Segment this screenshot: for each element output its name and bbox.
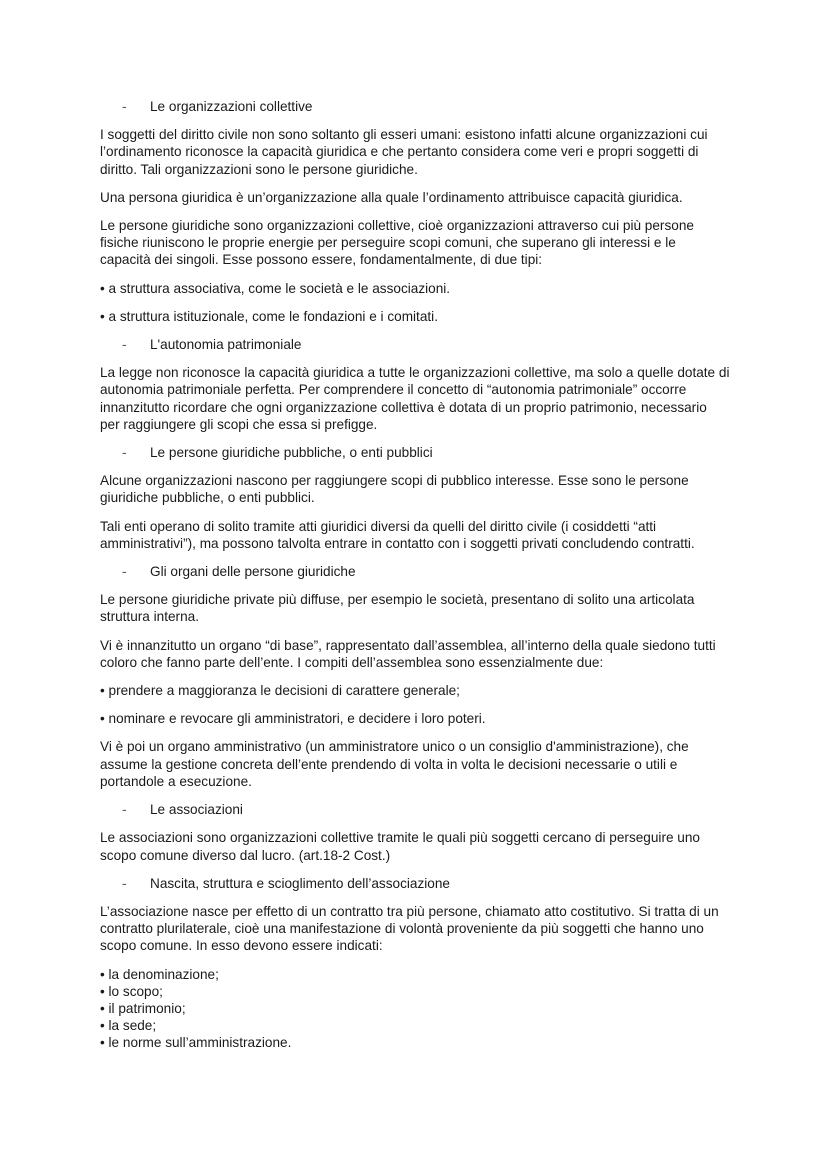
section-heading-nascita-associazione — [100, 875, 730, 892]
paragraph: I soggetti del diritto civile non sono soltanto gli esseri umani: esistono infatti alcune organizzazioni cui l’ordinamento riconosce la capacità giuridica e che pertanto considera come veri e propri soggetti di diritto. Tali organizzazioni sono le persone giuridiche. — [100, 127, 708, 177]
paragraph: Una persona giuridica è un’organizzazione alla quale l’ordinamento attribuisce capacità giuridica. — [100, 189, 683, 205]
section-heading-organizzazioni-collettive — [100, 98, 730, 115]
heading-text: Nascita, struttura e scioglimento dell’associazione — [150, 875, 450, 891]
section-heading-autonomia-patrimoniale — [100, 336, 730, 353]
heading-dash: - — [122, 802, 127, 818]
bullet-item: • a struttura associativa, come le società e le associazioni. — [100, 280, 451, 296]
heading-text: Gli organi delle persone giuridiche — [150, 564, 356, 580]
paragraph: La legge non riconosce la capacità giuridica a tutte le organizzazioni collettive, ma solo a quelle dotate di autonomia patrimoniale perfetta. Per comprendere il concetto di “autonomia patrimoniale” occorre innanzitutto ricordare che ogni organizzazione collettiva è dotata di un proprio patrimonio, necessario per raggiungere gli scopi che essa si prefigge. — [100, 365, 730, 432]
requirements-list — [100, 966, 730, 1052]
heading-text: Le associazioni — [150, 802, 243, 818]
list-item: • il patrimonio; — [100, 1000, 186, 1016]
paragraph: Tali enti operano di solito tramite atti giuridici diversi da quelli del diritto civile (i cosiddetti “atti amministrativi”), ma possono talvolta entrare in contatto con i soggetti privati concludendo contratti. — [100, 518, 695, 551]
section-heading-enti-pubblici — [100, 444, 730, 461]
paragraph: L’associazione nasce per effetto di un contratto tra più persone, chiamato atto costitutivo. Si tratta di un contratto plurilaterale, cioè una manifestazione di volontà proveniente da più soggetti che hanno uno scopo comune. In esso devono essere indicati: — [100, 903, 719, 954]
paragraph: Le persone giuridiche sono organizzazioni collettive, cioè organizzazioni attraverso cui più persone fisiche riuniscono le proprie energie per perseguire scopi comuni, che superano gli interessi e le capacità dei singoli. Esse possono essere, fondamentalmente, di due tipi: — [100, 218, 694, 268]
paragraph: Vi è poi un organo amministrativo (un amministratore unico o un consiglio d'amministrazione), che assume la gestione concreta dell’ente prendendo di volta in volta le decisioni necessarie o utili e portandole a esecuzione. — [100, 739, 689, 789]
paragraph: Le associazioni sono organizzazioni collettive tramite le quali più soggetti cercano di perseguire uno scopo comune diverso dal lucro. (art.18-2 Cost.) — [100, 830, 700, 863]
list-item: • la sede; — [100, 1018, 157, 1034]
section-heading-organi — [100, 563, 730, 580]
paragraph: Le persone giuridiche private più diffuse, per esempio le società, presentano di solito una articolata struttura interna. — [100, 592, 695, 625]
list-item: • le norme sull’amministrazione. — [100, 1035, 292, 1051]
bullet-item: • a struttura istituzionale, come le fondazioni e i comitati. — [100, 308, 438, 324]
bullet-item: • prendere a maggioranza le decisioni di carattere generale; — [100, 683, 460, 699]
paragraph: Alcune organizzazioni nascono per raggiungere scopi di pubblico interesse. Esse sono le persone giuridiche pubbliche, o enti pubblici. — [100, 473, 689, 506]
list-item: • lo scopo; — [100, 983, 163, 999]
heading-dash: - — [122, 445, 127, 461]
heading-dash: - — [122, 99, 127, 114]
bullet-item: • nominare e revocare gli amministratori, e decidere i loro poteri. — [100, 711, 486, 727]
list-item: • la denominazione; — [100, 966, 219, 982]
heading-dash: - — [122, 337, 127, 353]
heading-text: Le organizzazioni collettive — [150, 99, 313, 114]
heading-text: Le persone giuridiche pubbliche, o enti pubblici — [150, 445, 433, 461]
heading-dash: - — [122, 875, 127, 891]
paragraph: Vi è innanzitutto un organo “di base”, rappresentato dall’assemblea, all’interno della quale siedono tutti coloro che fanno parte dell’ente. I compiti dell’assemblea sono essenzialmente due: — [100, 637, 716, 670]
heading-text: L'autonomia patrimoniale — [150, 337, 302, 353]
section-heading-associazioni — [100, 801, 730, 818]
heading-dash: - — [122, 564, 127, 580]
document-page — [100, 98, 730, 1063]
